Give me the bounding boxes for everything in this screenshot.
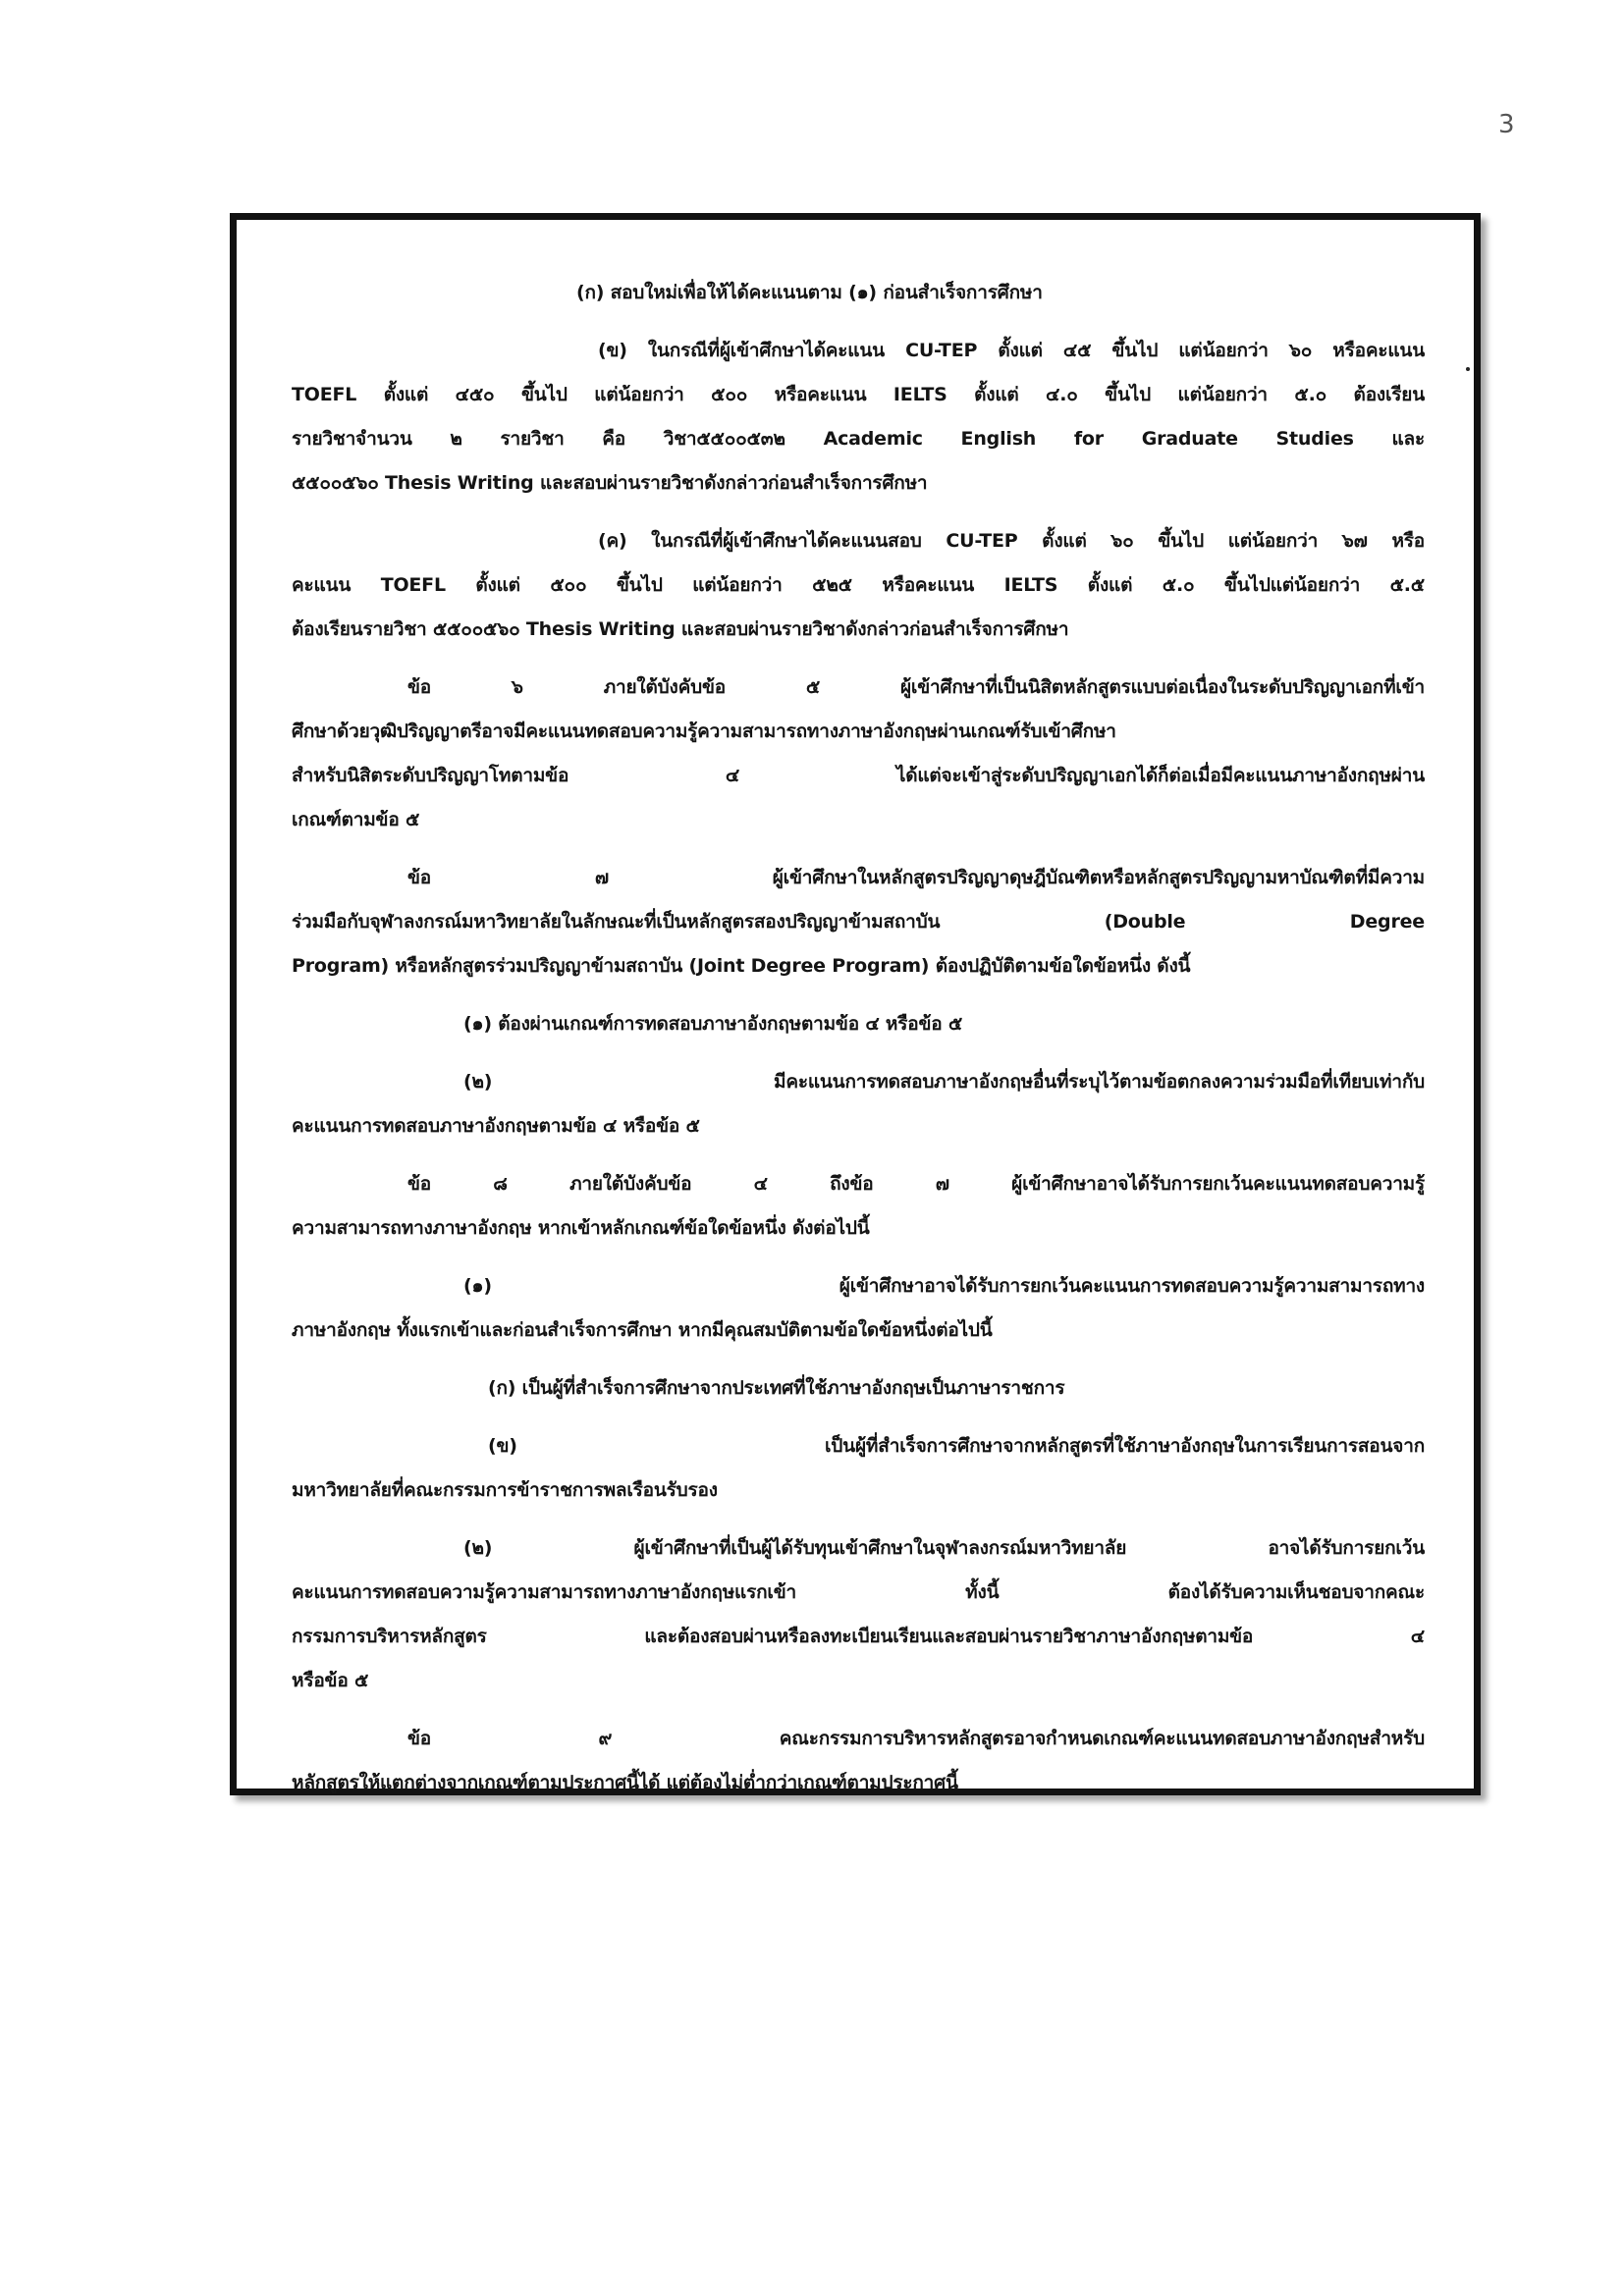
paragraph <box>292 1162 1425 1251</box>
text-line: เกณฑ์ตามข้อ ๕ <box>292 809 420 830</box>
text-line: (ก) เป็นผู้ที่สำเร็จการศึกษาจากประเทศที่ใช้ภาษาอังกฤษเป็นภาษาราชการ <box>488 1377 1065 1399</box>
text-line: สำหรับนิสิตระดับปริญญาโทตามข้อ ๔ ได้แต่จะเข้าสู่ระดับปริญญาเอกได้ก็ต่อเมื่อมีคะแนนภาษาอังกฤษผ่าน <box>292 765 1425 786</box>
text-line: รายวิชาจำนวน ๒ รายวิชา คือ วิชา๕๕๐๐๕๓๒ Academic English for Graduate Studies และ <box>292 428 1425 450</box>
text-line: (ข) ในกรณีที่ผู้เข้าศึกษาได้คะแนน CU-TEP ตั้งแต่ ๔๕ ขึ้นไป แต่น้อยกว่า ๖๐ หรือคะแนน <box>598 340 1425 361</box>
text-line: ภาษาอังกฤษ ทั้งแรกเข้าและก่อนสำเร็จการศึกษา หากมีคุณสมบัติตามข้อใดข้อหนึ่งต่อไปนี้ <box>292 1319 993 1341</box>
text-line: คะแนน TOEFL ตั้งแต่ ๕๐๐ ขึ้นไป แต่น้อยกว่า ๕๒๕ หรือคะแนน IELTS ตั้งแต่ ๕.๐ ขึ้นไปแต่น้อยกว่า ๕.๕ <box>292 574 1425 596</box>
paragraph <box>292 666 1425 842</box>
paragraph <box>292 271 1425 315</box>
page-number: 3 <box>1498 110 1515 139</box>
text-line: ๕๕๐๐๕๖๐ Thesis Writing และสอบผ่านรายวิชาดังกล่าวก่อนสำเร็จการศึกษา <box>292 472 928 494</box>
text-line: มหาวิทยาลัยที่คณะกรรมการข้าราชการพลเรือนรับรอง <box>292 1479 718 1501</box>
text-line: ต้องเรียนรายวิชา ๕๕๐๐๕๖๐ Thesis Writing และสอบผ่านรายวิชาดังกล่าวก่อนสำเร็จการศึกษา <box>292 618 1069 640</box>
text-line: ความสามารถทางภาษาอังกฤษ หากเข้าหลักเกณฑ์ข้อใดข้อหนึ่ง ดังต่อไปนี้ <box>292 1217 870 1239</box>
text-line: (๑) ผู้เข้าศึกษาอาจได้รับการยกเว้นคะแนนการทดสอบความรู้ความสามารถทาง <box>463 1275 1425 1297</box>
text-line: หรือข้อ ๕ <box>292 1670 369 1691</box>
text-line: (ค) ในกรณีที่ผู้เข้าศึกษาได้คะแนนสอบ CU-TEP ตั้งแต่ ๖๐ ขึ้นไป แต่น้อยกว่า ๖๗ หรือ <box>598 530 1425 552</box>
text-line: (๑) ต้องผ่านเกณฑ์การทดสอบภาษาอังกฤษตามข้อ ๔ หรือข้อ ๕ <box>463 1013 963 1035</box>
paragraph <box>292 1526 1425 1703</box>
text-line: คะแนนการทดสอบภาษาอังกฤษตามข้อ ๔ หรือข้อ ๕ <box>292 1115 700 1137</box>
text-line: Program) หรือหลักสูตรร่วมปริญญาข้ามสถาบัน (Joint Degree Program) ต้องปฏิบัติตามข้อใดข้อหนึ่ง ดังนี้ <box>292 955 1191 977</box>
text-line: (๒) ผู้เข้าศึกษาที่เป็นผู้ได้รับทุนเข้าศึกษาในจุฬาลงกรณ์มหาวิทยาลัย อาจได้รับการยกเว้น <box>463 1537 1425 1559</box>
document-frame <box>230 213 1481 1795</box>
paragraph <box>292 519 1425 652</box>
text-line: คะแนนการทดสอบความรู้ความสามารถทางภาษาอังกฤษแรกเข้า ทั้งนี้ ต้องได้รับความเห็นชอบจากคณะ <box>292 1581 1425 1603</box>
text-line: กรรมการบริหารหลักสูตร และต้องสอบผ่านหรือลงทะเบียนเรียนและสอบผ่านรายวิชาภาษาอังกฤษตามข้อ ๔ <box>292 1626 1425 1647</box>
text-line: (ก) สอบใหม่เพื่อให้ได้คะแนนตาม (๑) ก่อนสำเร็จการศึกษา <box>576 282 1043 303</box>
text-line: (๒) มีคะแนนการทดสอบภาษาอังกฤษอื่นที่ระบุไว้ตามข้อตกลงความร่วมมือที่เทียบเท่ากับ <box>463 1071 1425 1093</box>
document-body <box>292 271 1425 1805</box>
text-line: ข้อ ๗ ผู้เข้าศึกษาในหลักสูตรปริญญาดุษฎีบัณฑิตหรือหลักสูตรปริญญามหาบัณฑิตที่มีความ <box>407 867 1425 888</box>
paragraph <box>292 856 1425 988</box>
text-line: ข้อ ๖ ภายใต้บังคับข้อ ๕ ผู้เข้าศึกษาที่เป็นนิสิตหลักสูตรแบบต่อเนื่องในระดับปริญญาเอกที่เข้า <box>407 676 1425 698</box>
text-line: หลักสูตรให้แตกต่างจากเกณฑ์ตามประกาศนี้ได้ แต่ต้องไม่ต่ำกว่าเกณฑ์ตามประกาศนี้ <box>292 1772 958 1793</box>
paragraph <box>292 1366 1425 1411</box>
text-line: (ข) เป็นผู้ที่สำเร็จการศึกษาจากหลักสูตรที่ใช้ภาษาอังกฤษในการเรียนการสอนจาก <box>488 1435 1425 1457</box>
paragraph <box>292 1717 1425 1805</box>
text-line: ร่วมมือกับจุฬาลงกรณ์มหาวิทยาลัยในลักษณะที่เป็นหลักสูตรสองปริญญาข้ามสถาบัน (Double Degree <box>292 911 1425 933</box>
paragraph <box>292 1264 1425 1353</box>
paragraph <box>292 1424 1425 1513</box>
text-line: ข้อ ๘ ภายใต้บังคับข้อ ๔ ถึงข้อ ๗ ผู้เข้าศึกษาอาจได้รับการยกเว้นคะแนนทดสอบความรู้ <box>407 1173 1425 1195</box>
paragraph <box>292 1060 1425 1148</box>
paragraph <box>292 329 1425 506</box>
text-line: ศึกษาด้วยวุฒิปริญญาตรีอาจมีคะแนนทดสอบความรู้ความสามารถทางภาษาอังกฤษผ่านเกณฑ์รับเข้าศึกษา <box>292 721 1116 742</box>
text-line: TOEFL ตั้งแต่ ๔๕๐ ขึ้นไป แต่น้อยกว่า ๕๐๐ หรือคะแนน IELTS ตั้งแต่ ๔.๐ ขึ้นไป แต่น้อยกว่า ๕.๐ ต้องเรียน <box>292 384 1425 405</box>
text-line: ข้อ ๙ คณะกรรมการบริหารหลักสูตรอาจกำหนดเกณฑ์คะแนนทดสอบภาษาอังกฤษสำหรับ <box>407 1728 1425 1749</box>
scan-speck <box>1466 367 1470 371</box>
paragraph <box>292 1002 1425 1046</box>
